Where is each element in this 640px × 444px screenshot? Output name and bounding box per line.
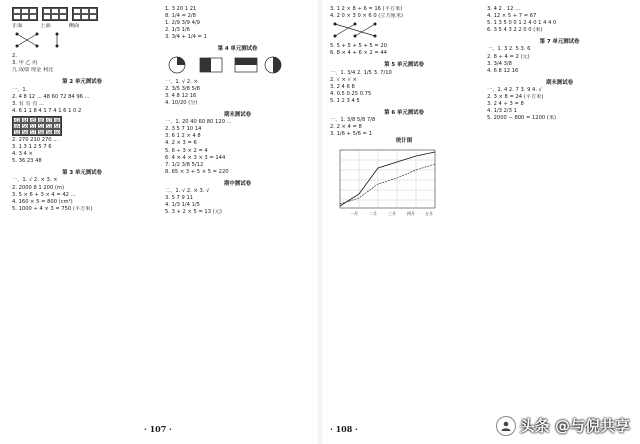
text-line: 8. 1/4 = 2/8 bbox=[165, 13, 196, 20]
text-line: 5. 6 ÷ 3 × 2 = 4 bbox=[165, 147, 208, 154]
text-line: 3. 1 3 1 2 5 7 6 bbox=[12, 144, 52, 151]
number-grid bbox=[12, 116, 62, 136]
grid-cell: 58 bbox=[38, 129, 44, 135]
section-title: 第 6 单元测试卷 bbox=[384, 110, 424, 117]
text-line: 一、1. √ 2. × bbox=[165, 78, 198, 85]
section-title: 期中测试卷 bbox=[224, 180, 251, 187]
chart-x-label: 二月 bbox=[369, 210, 377, 216]
fraction-figures bbox=[165, 56, 285, 74]
text-line: 3. 甲 乙 丙 bbox=[12, 60, 38, 67]
text-line: 5. 1000 ÷ 4 × 3 = 750 (平方米) bbox=[12, 205, 93, 212]
view-label: 侧面 bbox=[68, 23, 80, 29]
section-title: 第 4 单元测试卷 bbox=[217, 46, 258, 53]
text-line: 4. 3 4 × bbox=[12, 151, 33, 158]
text-line: 2. 3 × 8 = 24 (平方米) bbox=[487, 94, 544, 101]
text-line: 6. 8 × 4 + 6 × 2 = 44 bbox=[330, 50, 387, 57]
text-line: 7. 1/2 3/8 5/12 bbox=[165, 161, 204, 168]
text-line: 一、1. 3 2. 5 3. 6 bbox=[487, 46, 531, 53]
section-title: 期末测试卷 bbox=[546, 79, 573, 86]
text-line: 4. 1/3 1/4 1/5 bbox=[165, 202, 200, 209]
page-number: · 107 · bbox=[144, 424, 172, 434]
text-line: 4. 2 × 3 = 6 bbox=[165, 140, 197, 147]
chart-x-label: 四月 bbox=[407, 210, 415, 216]
section-title: 期末测试卷 bbox=[224, 112, 251, 119]
view-label: 正面 bbox=[12, 23, 23, 29]
text-line: 3. 3/4 + 1/4 = 1 bbox=[165, 34, 207, 41]
text-line: 2. 4 8 12 ... 48 60 72 84 96 ... bbox=[12, 93, 90, 100]
text-line: 2. 1/3 1/6 bbox=[165, 27, 190, 34]
text-line: 3. 3/4 3/8 bbox=[487, 60, 512, 67]
text-line: 3. 2 4 6 8 bbox=[330, 83, 355, 90]
text-line: 8. 65 × 3 + 5 × 5 = 220 bbox=[165, 168, 229, 175]
grid-cell: 57 bbox=[30, 129, 36, 135]
grid-cell: 44 bbox=[22, 117, 28, 123]
text-line: 2. 3 5 7 10 14 bbox=[165, 126, 202, 133]
grid-cell: 43 bbox=[14, 117, 20, 123]
text-line: 2. 8 ÷ 4 = 2 (元) bbox=[487, 53, 530, 60]
text-line: 6. 4 × 4 × 3 × 3 = 144 bbox=[165, 154, 226, 161]
view-grids bbox=[12, 6, 152, 22]
text-line: 3. 5 × 6 + 3 × 4 = 42 ... bbox=[12, 191, 76, 198]
grid-cell: 60 bbox=[54, 129, 60, 135]
text-line: 3. 4 2 . 12 ... bbox=[487, 6, 520, 12]
grid-cell: 50 bbox=[22, 123, 28, 129]
text-line: 4. 0.5 0.25 0.75 bbox=[330, 90, 372, 97]
view-grid-front bbox=[12, 7, 38, 21]
text-line: 2. 2 × 4 = 8 bbox=[330, 124, 362, 131]
line-chart bbox=[330, 148, 440, 220]
text-line: 5. 1 3 5 0 0 1 2 4 0 1 4 4 0 bbox=[487, 20, 557, 27]
grid-cell: 59 bbox=[46, 129, 52, 135]
text-line: 1. 3 20 1 21 bbox=[165, 6, 197, 12]
matching-lines bbox=[330, 22, 400, 38]
grid-cell: 55 bbox=[14, 129, 20, 135]
person-icon bbox=[496, 416, 516, 436]
text-line: 一、1. 20 40 60 80 120 ... bbox=[165, 119, 232, 126]
text-line: 2. 2000 8 1 200 (m) bbox=[12, 184, 64, 191]
grid-cell: 54 bbox=[54, 123, 60, 129]
text-line: 3. 1/6 + 5/6 = 1 bbox=[330, 131, 372, 138]
watermark bbox=[496, 415, 630, 436]
section-title: 第 5 单元测试卷 bbox=[384, 62, 424, 69]
grid-cell: 45 bbox=[30, 117, 36, 123]
text-line: 4. 6 8 12 16 bbox=[487, 67, 519, 74]
grid-cell: 56 bbox=[22, 129, 28, 135]
text-line: 3. 有 有 有 ... bbox=[12, 100, 45, 107]
text-line: 二、1. √ 2. × 3. √ bbox=[165, 187, 210, 194]
grid-cell: 52 bbox=[38, 123, 44, 129]
chart-x-label: 五月 bbox=[425, 210, 433, 216]
page-number: · 108 · bbox=[330, 424, 358, 434]
chart-title: 统计图 bbox=[395, 138, 413, 145]
text-line: 2. 3/5 3/8 5/8 bbox=[165, 85, 200, 92]
right-page bbox=[322, 0, 640, 444]
left-col-1 bbox=[12, 6, 152, 416]
view-labels bbox=[12, 23, 152, 30]
view-grid-side bbox=[72, 7, 98, 21]
text-line: 九.成绩 现金 利比 bbox=[12, 67, 54, 74]
grid-cell: 51 bbox=[30, 123, 36, 129]
grid-cell: 48 bbox=[54, 117, 60, 123]
right-col-1 bbox=[330, 6, 478, 416]
grid-cell: 47 bbox=[46, 117, 52, 123]
left-col-2 bbox=[165, 6, 310, 416]
section-title: 第 7 单元测试卷 bbox=[539, 39, 580, 46]
text-line: 5. 36 23 48 bbox=[12, 158, 42, 165]
matching-lines bbox=[12, 32, 82, 48]
text-line: 一、1. bbox=[12, 86, 28, 93]
text-line: 5. 1 2 3 4 5 bbox=[330, 97, 360, 104]
view-grid-top bbox=[42, 7, 68, 21]
chart-x-label: 三月 bbox=[388, 210, 396, 216]
text-line: 一、1. 3/4 2. 1/5 3. 7/10 bbox=[330, 69, 392, 76]
text-line: 5. 3 + 2 × 5 = 13 (元) bbox=[165, 209, 222, 216]
text-line: 3. 2 4 ÷ 3 = 8 bbox=[487, 101, 524, 108]
text-line: 5. 2000 − 800 = 1200 (米) bbox=[487, 115, 557, 122]
text-line: 4. 2 0 × 3 0 × 6 0 (立方厘米) bbox=[330, 13, 404, 20]
watermark-text: 头条 @与倪共享 bbox=[519, 417, 630, 435]
text-line: 2. 270 210 270 ... bbox=[12, 136, 59, 143]
text-line: 4. 12 × 5 + 7 = 67 bbox=[487, 13, 537, 20]
text-line: 4. 160 × 5 = 800 (cm²) bbox=[12, 198, 73, 205]
text-line: 3. 6 1 2 × 4 8 bbox=[165, 133, 201, 140]
section-title: 第 3 单元测试卷 bbox=[62, 170, 102, 177]
view-label: 上面 bbox=[40, 23, 51, 29]
text-line: 2. √ × √ × bbox=[330, 76, 357, 83]
text-line: 3. 1 2 × 8 ÷ 6 = 16 (平方米) bbox=[330, 6, 403, 12]
chart-x-label: 一月 bbox=[350, 210, 358, 216]
text-line: 一、1. √ 2. × 3. × bbox=[12, 177, 58, 184]
text-line: 5. 5 + 5 + 5 + 5 = 20 bbox=[330, 43, 387, 50]
text-line: 3. 4 8 12 16 bbox=[165, 92, 197, 99]
text-line: 一、1. 3/8 5/8 7/8 bbox=[330, 117, 376, 124]
grid-cell: 46 bbox=[38, 117, 44, 123]
left-page bbox=[0, 0, 318, 444]
text-line: 6. 3 5 4 3 2 2 0 0 (米) bbox=[487, 27, 543, 34]
text-line: 1. 2/9 3/9 4/9 bbox=[165, 20, 200, 27]
text-line: 3. 5 7 9 11 bbox=[165, 195, 194, 202]
text-line: 2. bbox=[12, 53, 17, 60]
grid-cell: 53 bbox=[46, 123, 52, 129]
text-line: 4. 10/20 (分) bbox=[165, 99, 198, 106]
text-line: 4. 6 1 1 8 4 1 7 4 1 6 1 0 2 bbox=[12, 107, 82, 114]
grid-cell: 49 bbox=[14, 123, 20, 129]
text-line: 一、1. 4 2. 7 3. 9 4. √ bbox=[487, 86, 542, 93]
text-line: 4. 1/3 2/3 1 bbox=[487, 108, 517, 115]
section-title: 第 2 单元测试卷 bbox=[62, 79, 102, 86]
right-col-2 bbox=[487, 6, 632, 416]
